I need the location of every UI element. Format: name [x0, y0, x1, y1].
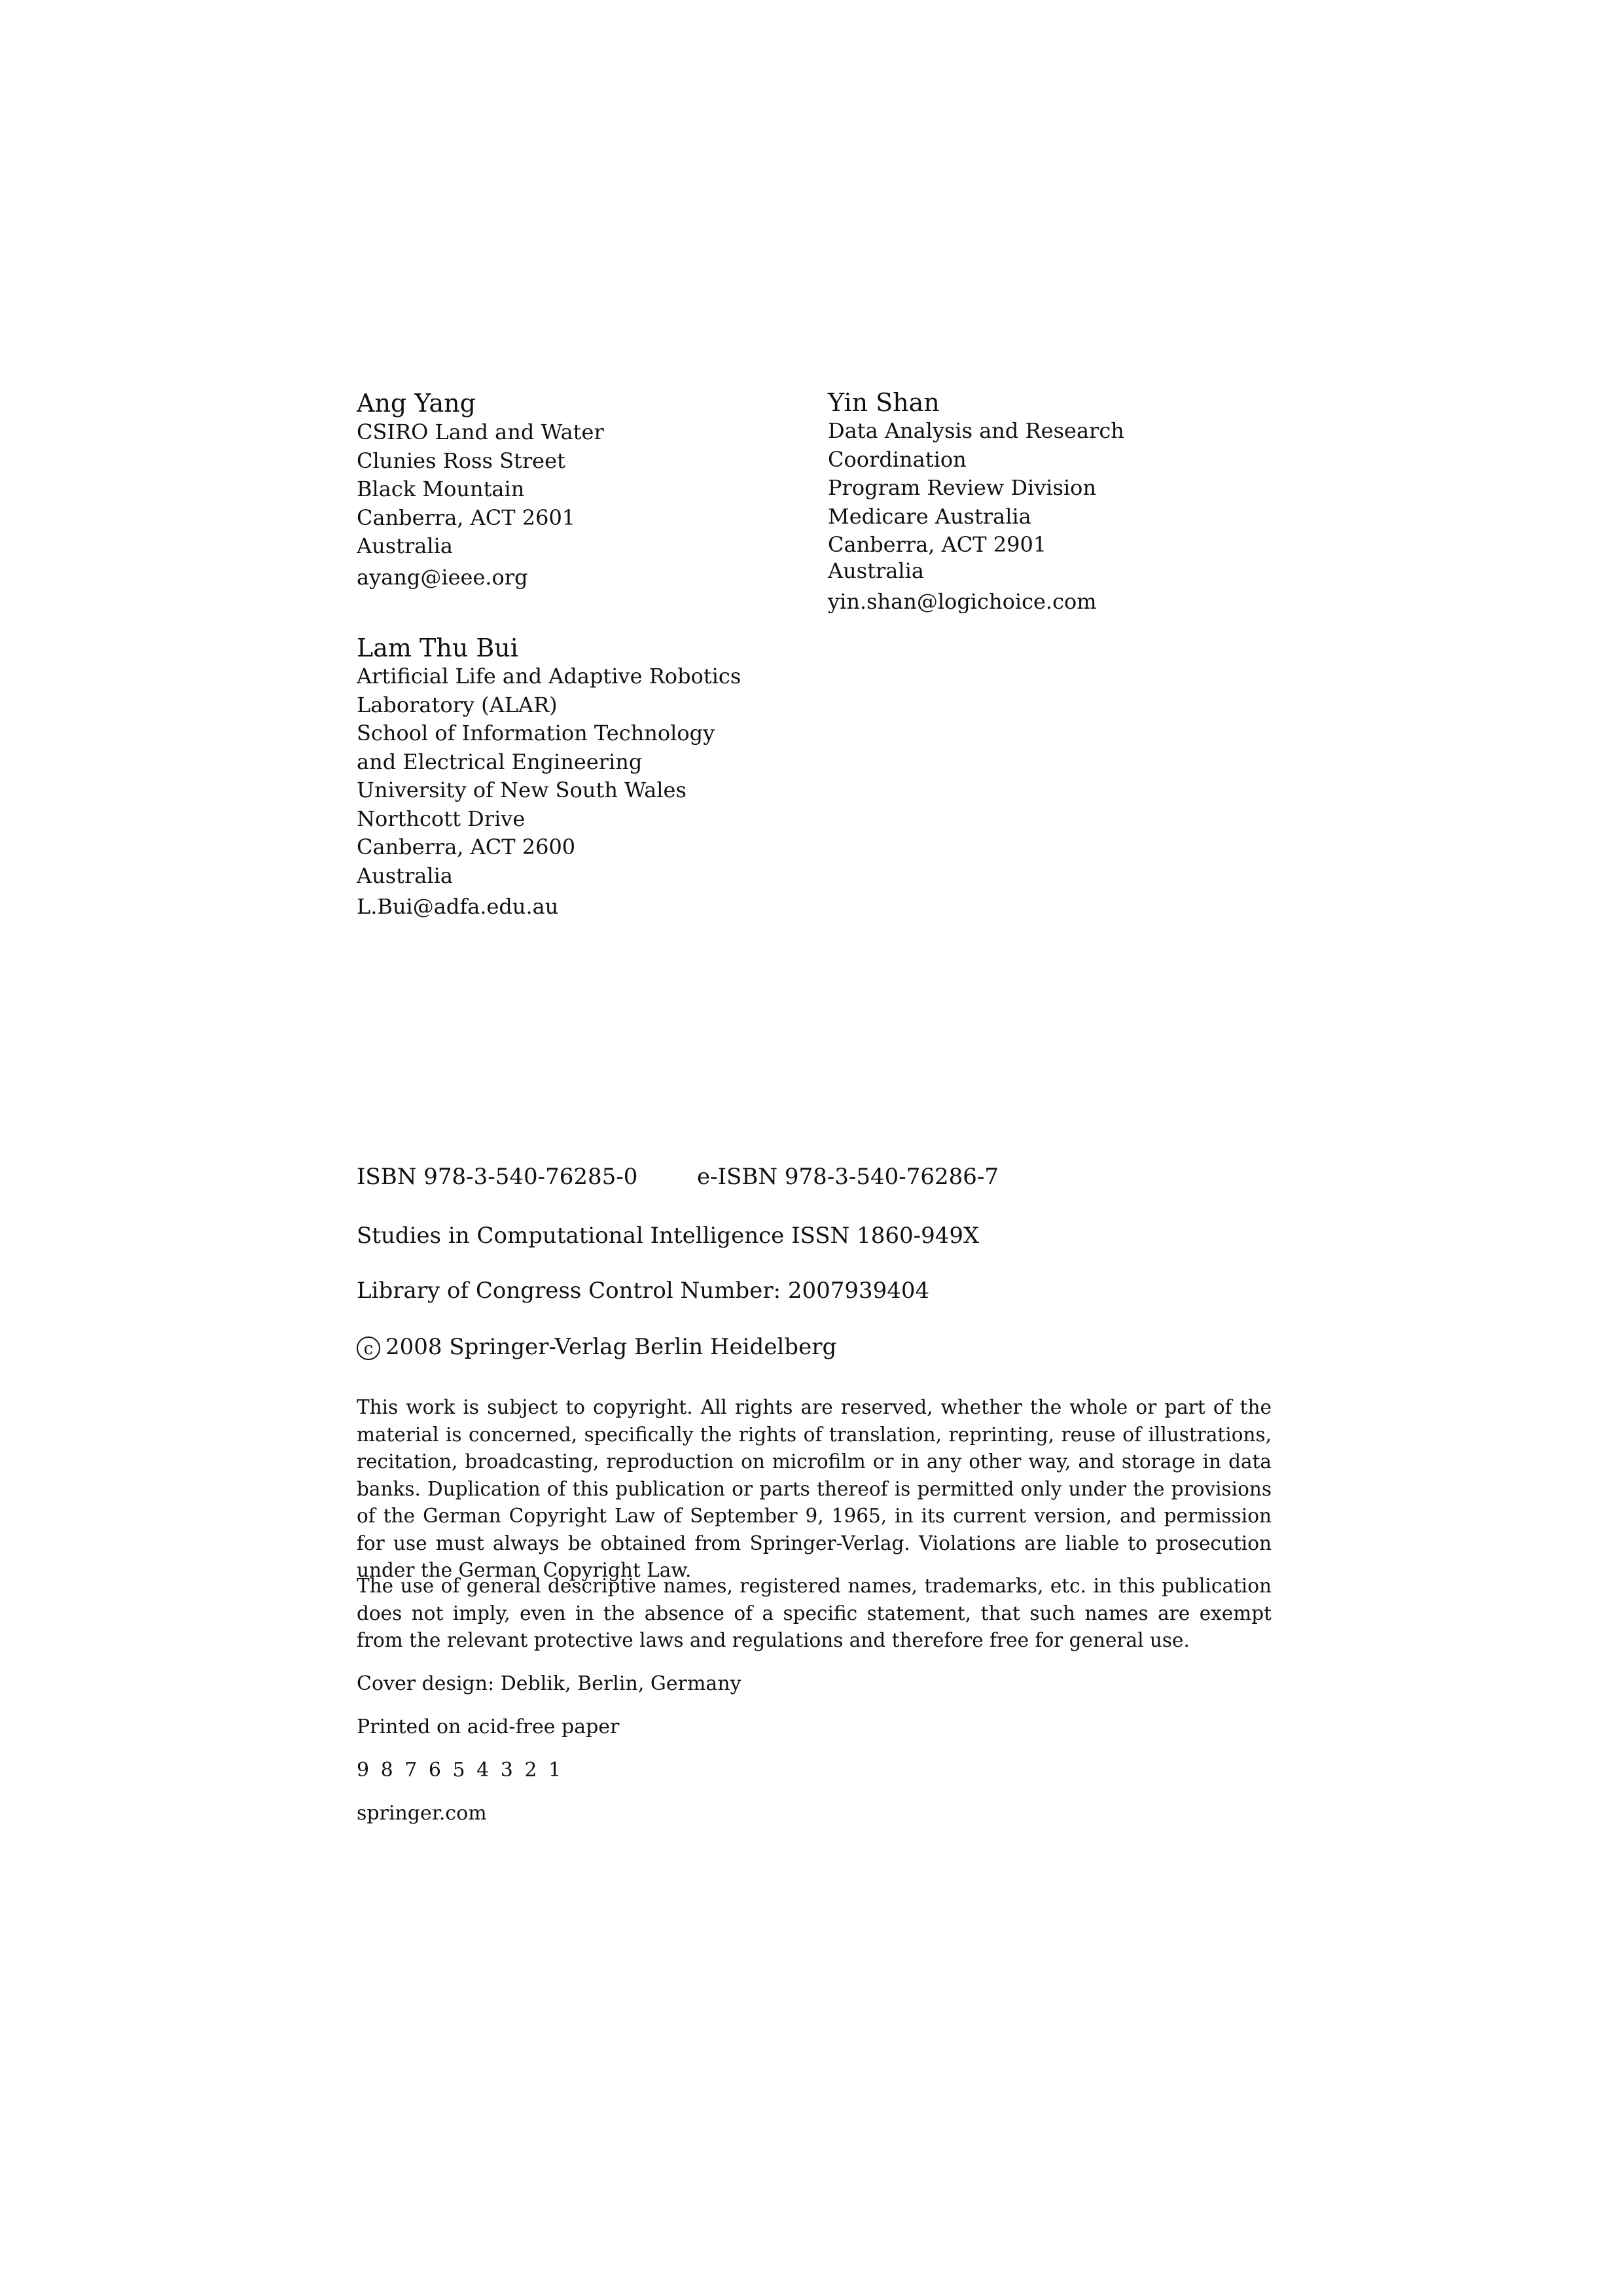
author-address [828, 417, 1124, 617]
copyright-line [357, 1334, 836, 1360]
author-name: Lam Thu Bui [357, 634, 518, 662]
lccn: Library of Congress Control Number: 2007939404 [357, 1278, 930, 1304]
printing-line: 9 8 7 6 5 4 3 2 1 [357, 1759, 564, 1782]
address-line: Clunies Ross Street [357, 448, 565, 473]
copyright-notice-paragraph: This work is subject to copyright. All rights are reserved, whether the whole or part of the material is concerned, specifically the rights of translation, reprinting, reuse of illustrations, recitation, broadcasting, reproduction on microfilm or in any other way, and storage in data banks. Duplication of this publication or parts thereof is permitted only under the provisions of the German Copyright Law of September 9, 1965, in its current version, and permission for use must always be obtained from Springer-Verlag. Violations are liable to prosecution under the German Copyright Law. [357, 1396, 1272, 1581]
address-line: CSIRO Land and Water [357, 420, 604, 444]
author-email[interactable]: L.Bui@adfa.edu.au [357, 894, 559, 919]
author-email[interactable]: yin.shan@logichoice.com [828, 589, 1097, 614]
address-line: Australia [357, 863, 453, 888]
author-name: Yin Shan [828, 388, 940, 417]
trademark-notice-paragraph: The use of general descriptive names, registered names, trademarks, etc. in this publication does not imply, even in the absence of a specific statement, that such names are exempt from the relevant protective laws and regulations and therefore free for general use. [357, 1575, 1272, 1651]
address-line: Canberra, ACT 2901 [828, 532, 1047, 557]
address-line: University of New South Wales [357, 778, 687, 802]
address-line: Australia [828, 558, 924, 583]
eisbn: e-ISBN 978-3-540-76286-7 [697, 1164, 999, 1190]
author-name: Ang Yang [357, 389, 476, 418]
address-line: Northcott Drive [357, 806, 526, 831]
author-email[interactable]: ayang@ieee.org [357, 564, 528, 590]
address-line: Australia [357, 533, 453, 558]
address-line: Program Review Division [828, 475, 1097, 500]
author-address [357, 418, 604, 592]
address-line: and Electrical Engineering [357, 749, 643, 774]
author-block-ang-yang [357, 389, 604, 592]
address-line: Black Mountain [357, 476, 525, 501]
copyright-text: 2008 Springer-Verlag Berlin Heidelberg [385, 1334, 837, 1360]
address-line: Laboratory (ALAR) [357, 692, 558, 717]
isbn: ISBN 978-3-540-76285-0 [357, 1164, 638, 1190]
address-line: School of Information Technology [357, 721, 715, 745]
address-line: Medicare Australia [828, 503, 1031, 529]
author-address [357, 662, 741, 922]
address-line: Coordination [828, 446, 967, 472]
address-line: Canberra, ACT 2601 [357, 505, 576, 530]
paper-note: Printed on acid-free paper [357, 1715, 620, 1738]
cover-design: Cover design: Deblik, Berlin, Germany [357, 1672, 741, 1695]
author-block-lam-thu-bui [357, 634, 741, 922]
website[interactable]: springer.com [357, 1802, 487, 1825]
address-line: Data Analysis and Research [828, 418, 1124, 443]
copyright-icon: c [357, 1336, 380, 1360]
address-line: Artificial Life and Adaptive Robotics [357, 664, 741, 689]
address-line: Canberra, ACT 2600 [357, 834, 576, 859]
series-issn: Studies in Computational Intelligence ISSN 1860-949X [357, 1223, 980, 1249]
author-block-yin-shan [828, 388, 1124, 617]
